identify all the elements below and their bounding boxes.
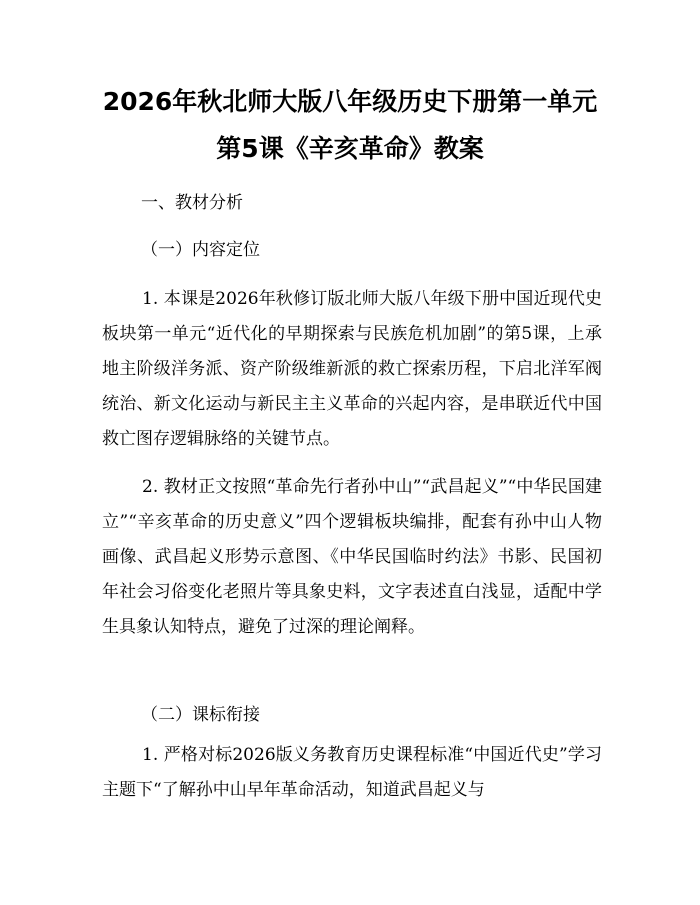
paragraph-content-positioning-2: 2. 教材正文按照“革命先行者孙中山”“武昌起义”“中华民国建立”“辛亥革命的历史意义”四个逻辑板块编排，配套有孙中山人物画像、武昌起义形势示意图、《中华民国临时约法》书影、民国初年社会习俗变化老照片等具象史料，文字表述直白浅显，适配中学生具象认知特点，避免了过深的理论阐释。 <box>102 477 602 637</box>
document-title-line-1: 2026年秋北师大版八年级历史下册第一单元 <box>102 87 598 116</box>
document-title-line-2: 第5课《辛亥革命》教案 <box>216 134 484 163</box>
paragraph-content-positioning-1: 1. 本课是2026年秋修订版北师大版八年级下册中国近现代史板块第一单元“近代化的早期探索与民族危机加剧”的第5课，上承地主阶级洋务派、资产阶级维新派的救亡探索历程，下启北洋军阀统治、新文化运动与新民主主义革命的兴起内容，是串联近代中国救亡图存逻辑脉络的关键节点。 <box>102 289 602 449</box>
section-heading-textbook-analysis: 一、教材分析 <box>141 193 243 213</box>
paragraph-curriculum-alignment-1: 1. 严格对标2026版义务教育历史课程标准“中国近代史”学习主题下“了解孙中山早年革命活动，知道武昌起义与 <box>102 745 602 800</box>
subsection-heading-curriculum-alignment: （二）课标衔接 <box>141 705 260 725</box>
subsection-heading-content-positioning: （一）内容定位 <box>141 240 260 260</box>
